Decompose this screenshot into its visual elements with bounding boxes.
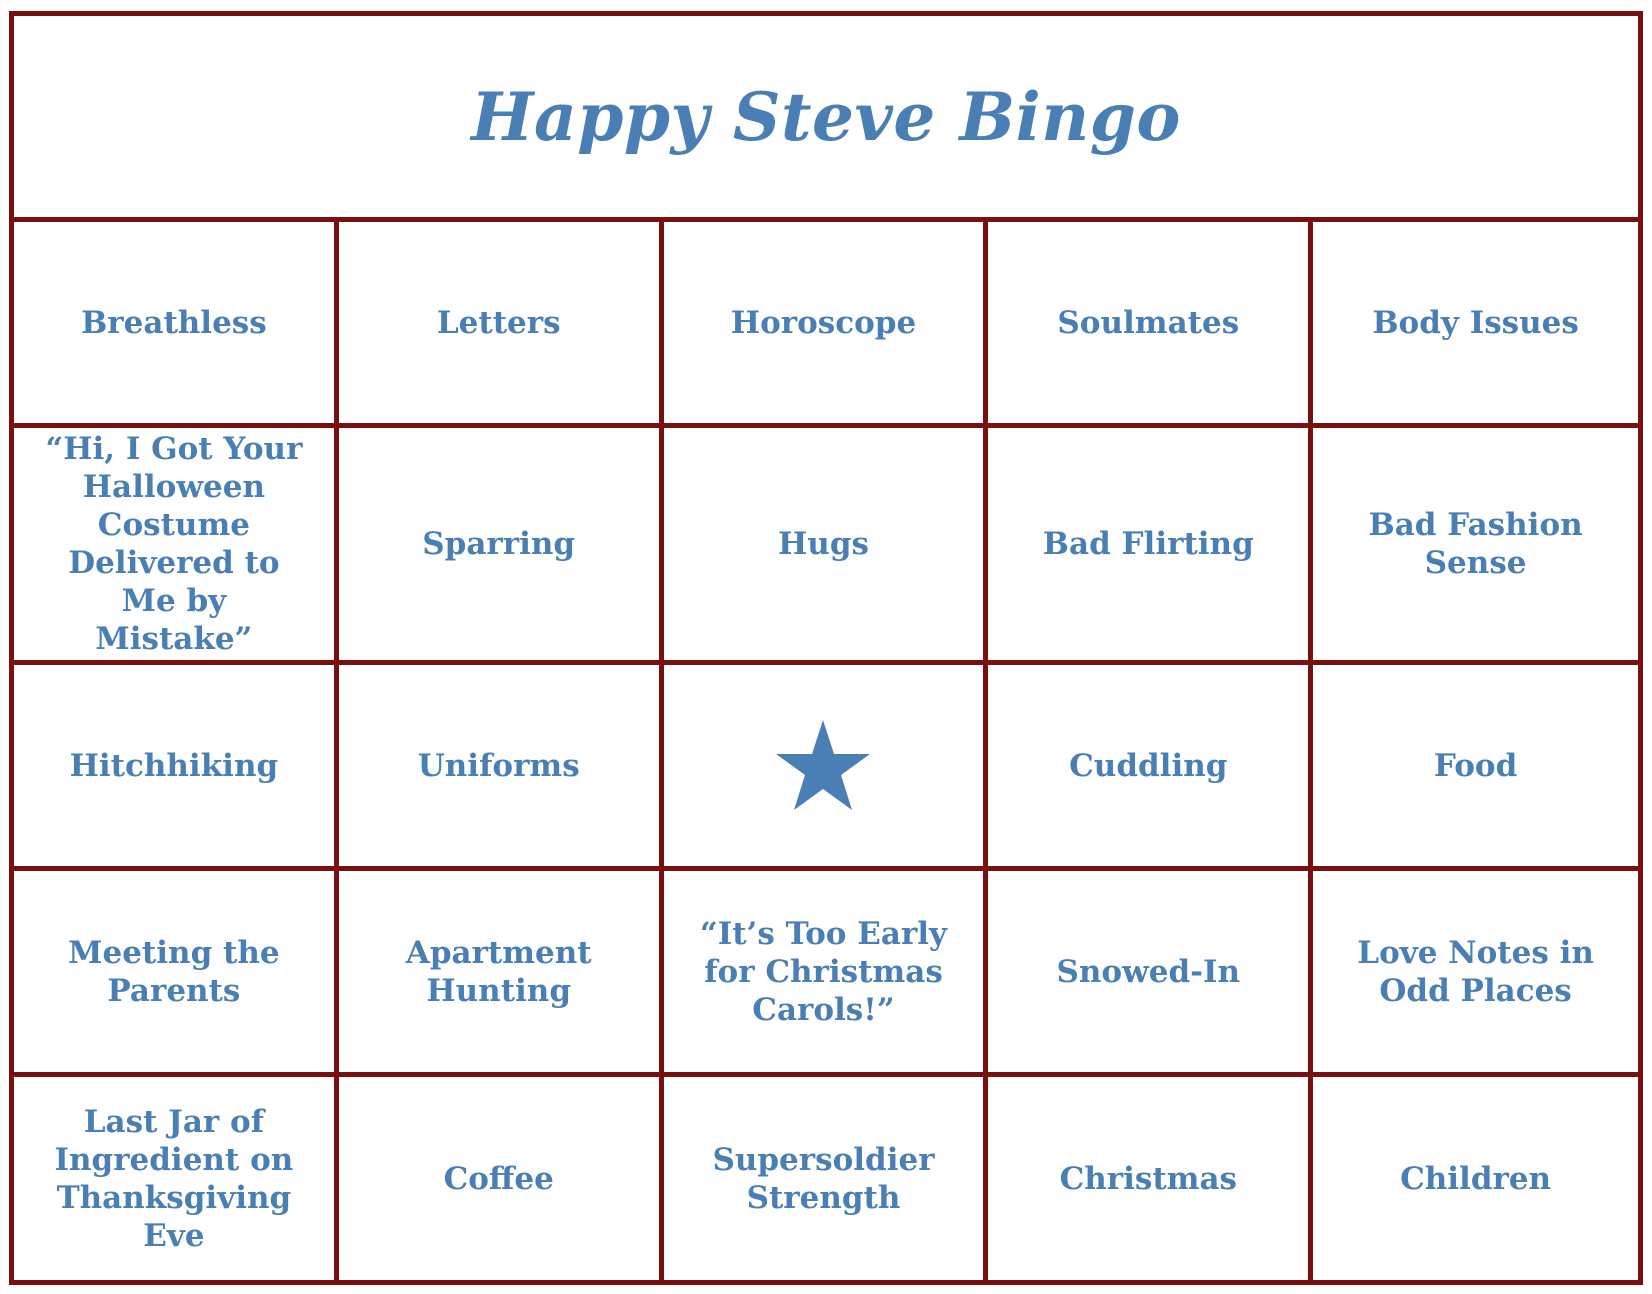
bingo-cell[interactable]: Food bbox=[1313, 665, 1638, 871]
bingo-cell[interactable]: “Hi, I Got Your Halloween Costume Delivered to Me by Mistake” bbox=[14, 428, 339, 665]
bingo-cell[interactable]: Supersoldier Strength bbox=[664, 1077, 989, 1280]
bingo-cell[interactable]: Children bbox=[1400, 1160, 1552, 1197]
title-row bbox=[14, 16, 1638, 222]
bingo-cell[interactable]: Cuddling bbox=[988, 665, 1313, 871]
bingo-cell[interactable]: Meeting the Parents bbox=[14, 871, 339, 1077]
bingo-cell[interactable]: “It’s Too Early for Christmas Carols!” bbox=[664, 871, 989, 1077]
bingo-cell[interactable]: Snowed-In bbox=[988, 871, 1313, 1077]
bingo-cell[interactable]: Uniforms bbox=[339, 665, 664, 871]
bingo-cell[interactable]: Apartment Hunting bbox=[339, 871, 664, 1077]
bingo-cell[interactable]: Body Issues bbox=[1313, 222, 1638, 428]
bingo-cell[interactable]: Sparring bbox=[339, 428, 664, 665]
bingo-cell[interactable]: Last Jar of Ingredient on Thanksgiving Eve bbox=[14, 1077, 339, 1280]
bingo-card bbox=[9, 11, 1643, 1285]
bingo-cell[interactable]: Soulmates bbox=[988, 222, 1313, 428]
bingo-cell[interactable]: Love Notes in Odd Places bbox=[1313, 871, 1638, 1077]
page-title: Happy Steve Bingo bbox=[471, 77, 1181, 156]
bingo-cell[interactable]: Letters bbox=[339, 222, 664, 428]
bingo-grid bbox=[14, 222, 1638, 1280]
bingo-cell[interactable]: Breathless bbox=[14, 222, 339, 428]
free-space-cell[interactable] bbox=[664, 665, 989, 871]
bingo-cell[interactable]: Horoscope bbox=[664, 222, 989, 428]
bingo-cell[interactable]: Hugs bbox=[664, 428, 989, 665]
bingo-cell[interactable]: Bad Fashion Sense bbox=[1313, 428, 1638, 665]
bingo-cell[interactable]: Bad Flirting bbox=[988, 428, 1313, 665]
star-icon bbox=[773, 716, 873, 816]
bingo-cell[interactable]: Hitchhiking bbox=[14, 665, 339, 871]
bingo-cell[interactable]: Christmas bbox=[988, 1077, 1313, 1280]
bingo-cell[interactable]: Coffee bbox=[339, 1077, 664, 1280]
